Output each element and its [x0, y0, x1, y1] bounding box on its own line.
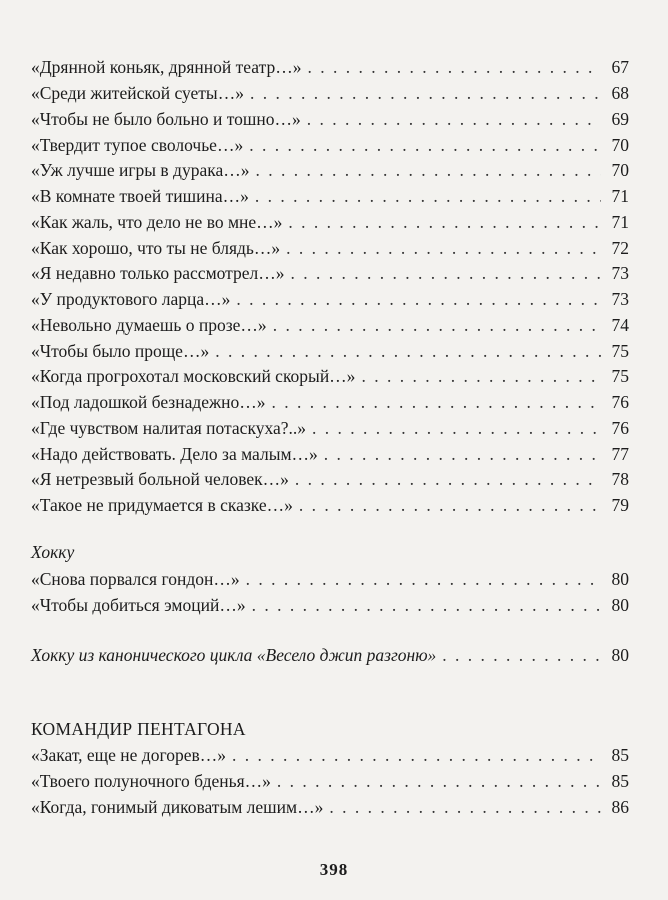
toc-entry [31, 468, 629, 490]
toc-entry [31, 159, 629, 181]
entry-page: 67 [611, 57, 629, 77]
entry-title: «Твоего полуночного бденья…» [31, 771, 271, 791]
entry-title: «Надо действовать. Дело за малым…» [31, 444, 318, 464]
toc-entry [31, 56, 629, 78]
dot-leader [246, 568, 601, 590]
dot-leader [291, 262, 601, 284]
toc-entry [31, 770, 629, 792]
entry-page: 73 [611, 289, 629, 309]
entry-title: «Как жаль, что дело не во мне…» [31, 212, 283, 232]
toc-entry [31, 365, 629, 387]
toc-entry [31, 288, 629, 310]
dot-leader [324, 443, 601, 465]
entry-title: «У продуктового ларца…» [31, 289, 231, 309]
dot-leader [215, 340, 601, 362]
entry-title: «Чтобы было проще…» [31, 341, 210, 361]
entry-page: 85 [611, 745, 629, 765]
dot-leader [255, 185, 601, 207]
entry-title: «Невольно думаешь о прозе…» [31, 315, 267, 335]
entry-page: 69 [611, 109, 629, 129]
entry-page: 70 [611, 160, 629, 180]
dot-leader [329, 796, 601, 818]
entry-page: 78 [611, 469, 629, 489]
entry-page: 75 [611, 366, 629, 386]
entry-page: 80 [611, 595, 629, 615]
dot-leader [255, 159, 601, 181]
entry-title: «Такое не придумается в сказке…» [31, 495, 293, 515]
entry-title: «Чтобы не было больно и тошно…» [31, 109, 301, 129]
entry-title: «Когда прогрохотал московский скорый…» [31, 366, 356, 386]
entry-page: 86 [611, 797, 629, 817]
entry-page: 76 [611, 418, 629, 438]
dot-leader [236, 288, 601, 310]
entry-title: «Твердит тупое сволочье…» [31, 135, 244, 155]
dot-leader [249, 134, 601, 156]
entry-title: «Дрянной коньяк, дрянной театр…» [31, 57, 302, 77]
toc-entry [31, 494, 629, 516]
toc-entry [31, 82, 629, 104]
section-heading-haiku: Хокку [31, 542, 75, 562]
entry-page: 85 [611, 771, 629, 791]
toc-entry [31, 314, 629, 336]
dot-leader [286, 237, 601, 259]
toc-entry [31, 391, 629, 413]
dot-leader [299, 494, 601, 516]
entry-page: 75 [611, 341, 629, 361]
entry-page: 74 [611, 315, 629, 335]
toc-entry [31, 744, 629, 766]
entry-title: «Среди житейской суеты…» [31, 83, 244, 103]
dot-leader [307, 108, 601, 130]
dot-leader [271, 391, 601, 413]
toc-entry [31, 340, 629, 362]
entry-page: 80 [611, 569, 629, 589]
entry-page: 71 [611, 212, 629, 232]
entry-page: 76 [611, 392, 629, 412]
entry-title: «Под ладошкой безнадежно…» [31, 392, 266, 412]
toc-entry [31, 796, 629, 818]
toc-entry [31, 185, 629, 207]
dot-leader [232, 744, 601, 766]
toc-entry [31, 134, 629, 156]
entry-title: «Я недавно только рассмотрел…» [31, 263, 285, 283]
entry-title: «Как хорошо, что ты не блядь…» [31, 238, 281, 258]
dot-leader [312, 417, 601, 439]
toc-entry-canonical-cycle [31, 644, 629, 666]
dot-leader [361, 365, 601, 387]
dot-leader [288, 211, 601, 233]
entry-page: 80 [611, 645, 629, 665]
toc-entry [31, 443, 629, 465]
toc-entry [31, 417, 629, 439]
toc-entry [31, 594, 629, 616]
toc-entry [31, 108, 629, 130]
entry-title: «В комнате твоей тишина…» [31, 186, 249, 206]
page-number: 398 [319, 860, 349, 879]
entry-title: «Уж лучше игры в дурака…» [31, 160, 250, 180]
dot-leader [277, 770, 601, 792]
entry-page: 79 [611, 495, 629, 515]
entry-title: «Закат, еще не догорев…» [31, 745, 226, 765]
toc-entry [31, 237, 629, 259]
entry-title: «Когда, гонимый диковатым лешим…» [31, 797, 324, 817]
entry-title: «Где чувством налитая потаскуха?..» [31, 418, 307, 438]
entry-title: «Снова порвался гондон…» [31, 569, 240, 589]
entry-page: 77 [611, 444, 629, 464]
dot-leader [295, 468, 601, 490]
section-heading-commander: КОМАНДИР ПЕНТАГОНА [31, 719, 246, 739]
entry-page: 71 [611, 186, 629, 206]
toc-entry [31, 262, 629, 284]
entry-page: 70 [611, 135, 629, 155]
entry-title: Хокку из канонического цикла «Весело джип разгоню» [31, 645, 437, 665]
dot-leader [250, 82, 601, 104]
dot-leader [273, 314, 601, 336]
dot-leader [442, 644, 601, 666]
entry-page: 73 [611, 263, 629, 283]
entry-page: 68 [611, 83, 629, 103]
entry-title: «Чтобы добиться эмоций…» [31, 595, 246, 615]
dot-leader [252, 594, 601, 616]
toc-entry [31, 568, 629, 590]
entry-page: 72 [611, 238, 629, 258]
dot-leader [307, 56, 601, 78]
entry-title: «Я нетрезвый больной человек…» [31, 469, 289, 489]
toc-entry [31, 211, 629, 233]
